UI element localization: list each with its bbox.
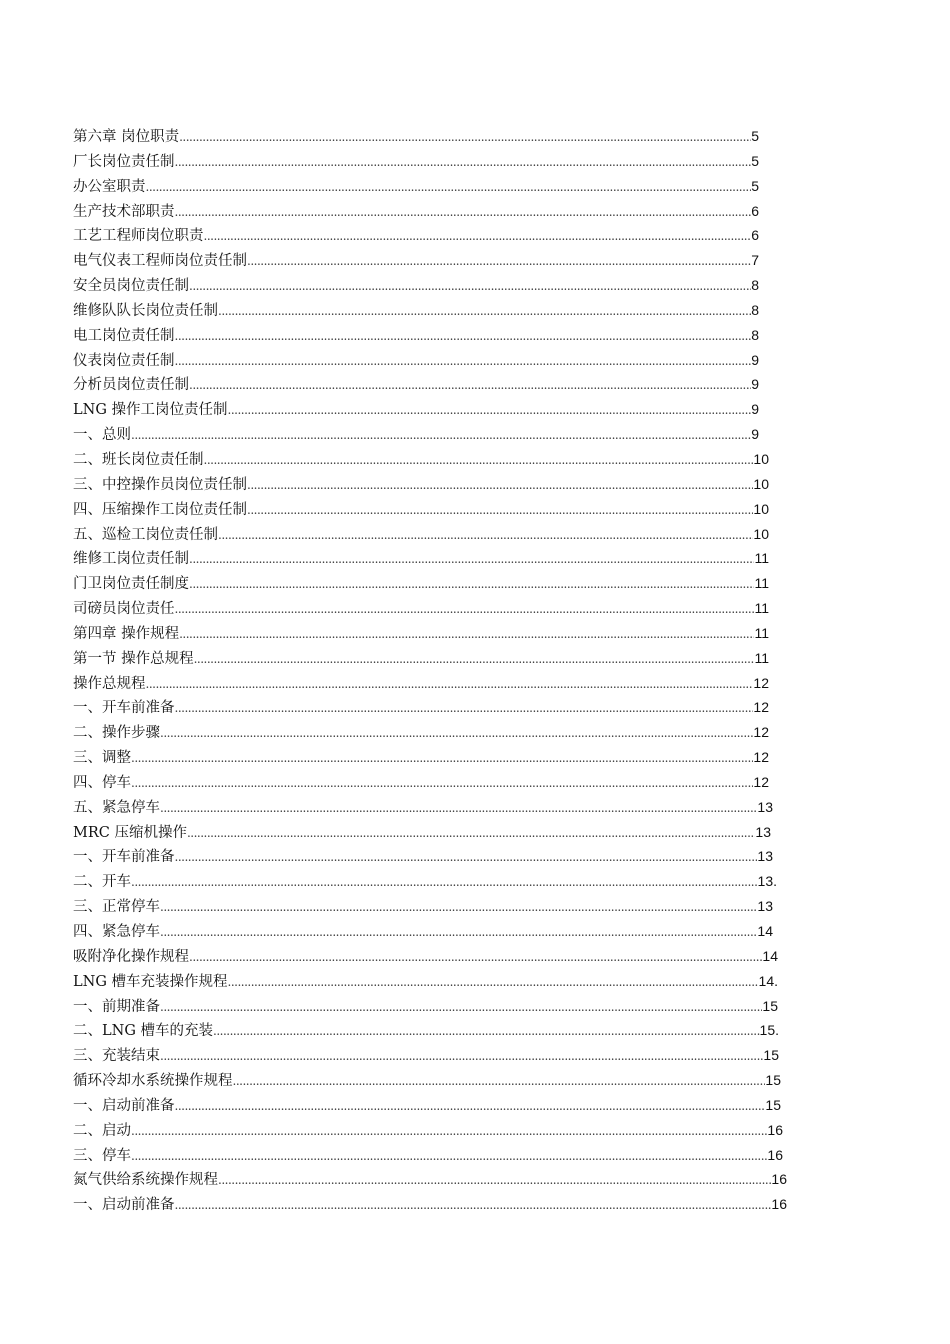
toc-entry-label: 二、启动 (73, 1122, 131, 1139)
toc-entry-line (73, 1093, 781, 1119)
toc-entry-page-number: 10 (753, 525, 769, 542)
toc-entry-label: 四、紧急停车 (73, 924, 160, 940)
toc-entry[interactable] (73, 844, 793, 869)
toc-entry[interactable] (73, 795, 793, 820)
toc-entry-line (73, 944, 778, 970)
toc-entry-line (73, 546, 769, 572)
toc-entry[interactable] (73, 546, 793, 571)
dot-leader (218, 523, 753, 548)
toc-entry-line (73, 720, 769, 746)
toc-entry[interactable] (73, 969, 793, 994)
toc-entry[interactable] (73, 497, 793, 522)
toc-entry-label: LNG 槽车充装操作规程 (73, 973, 228, 990)
dot-leader (179, 125, 751, 150)
dot-leader (146, 175, 752, 200)
toc-entry-label: 一、开车前准备 (73, 700, 175, 717)
toc-entry-page-number: 16 (767, 1146, 783, 1163)
toc-entry-page-number: 8 (751, 326, 759, 343)
dot-leader (233, 1069, 766, 1094)
toc-entry-label: 操作总规程 (73, 675, 146, 692)
toc-entry-label: 氮气供给系统操作规程 (73, 1172, 218, 1189)
dot-leader (189, 945, 762, 970)
toc-entry-line (73, 497, 769, 523)
toc-entry-page-number: 7 (751, 252, 759, 269)
toc-entry[interactable] (73, 273, 793, 298)
toc-entry-line (73, 671, 769, 697)
toc-entry-line (73, 646, 769, 672)
toc-entry-line (73, 199, 759, 225)
toc-entry[interactable] (73, 745, 793, 770)
toc-entry-page-number: 11 (754, 550, 769, 567)
toc-entry[interactable] (73, 199, 793, 224)
toc-entry-line (73, 1143, 783, 1169)
toc-entry-line (73, 372, 759, 398)
dot-leader (228, 970, 759, 995)
toc-entry-label: 一、开车前准备 (73, 849, 175, 866)
toc-entry-line (73, 1118, 783, 1144)
dot-leader (175, 1094, 766, 1119)
toc-entry-line (73, 323, 759, 349)
table-of-contents (73, 124, 793, 1217)
toc-entry-page-number: 9 (751, 376, 759, 393)
toc-entry-page-number: 9 (751, 401, 759, 418)
toc-entry-label: 第一节 操作总规程 (73, 650, 194, 667)
toc-entry[interactable] (73, 596, 793, 621)
dot-leader (247, 498, 753, 523)
dot-leader (131, 1119, 767, 1144)
toc-entry-label: 一、启动前准备 (73, 1097, 175, 1114)
dot-leader (175, 845, 758, 870)
toc-entry-label: 电工岗位责任制 (73, 327, 175, 344)
toc-entry-label: 二、操作步骤 (73, 725, 160, 742)
toc-entry-line (73, 770, 769, 796)
toc-entry[interactable] (73, 646, 793, 671)
dot-leader (160, 721, 753, 746)
toc-entry-line (73, 969, 778, 995)
toc-entry-page-number: 15 (762, 997, 778, 1014)
toc-entry-line (73, 149, 759, 175)
toc-entry-label: 三、充装结束 (73, 1048, 160, 1065)
dot-leader (194, 647, 755, 672)
toc-entry-page-number: 9 (751, 426, 759, 443)
toc-entry[interactable] (73, 770, 793, 795)
dot-leader (247, 473, 753, 498)
toc-entry-page-number: 8 (751, 277, 759, 294)
toc-entry[interactable] (73, 1143, 793, 1168)
toc-entry-label: 安全员岗位责任制 (73, 278, 189, 295)
toc-entry[interactable] (73, 348, 793, 373)
toc-entry-line (73, 348, 759, 374)
toc-entry-page-number: 12 (753, 699, 769, 716)
toc-entry-page-number: 5 (751, 152, 759, 169)
toc-entry[interactable] (73, 472, 793, 497)
dot-leader (131, 870, 758, 895)
toc-entry-label: 分析员岗位责任制 (73, 377, 189, 394)
toc-entry-line (73, 447, 769, 473)
toc-entry-line (73, 174, 759, 200)
toc-entry-page-number: 13 (757, 898, 773, 915)
toc-entry[interactable] (73, 397, 793, 422)
toc-entry-label: 仪表岗位责任制 (73, 352, 175, 369)
toc-entry[interactable] (73, 298, 793, 323)
toc-entry-line (73, 397, 759, 423)
dot-leader (175, 200, 752, 225)
toc-entry-page-number: 12 (753, 749, 769, 766)
toc-entry-page-number: 8 (751, 301, 759, 318)
toc-entry-line (73, 621, 769, 647)
toc-entry-line (73, 820, 771, 846)
dot-leader (160, 920, 757, 945)
toc-entry-page-number: 14 (762, 947, 778, 964)
toc-entry-label: 四、压缩操作工岗位责任制 (73, 501, 247, 518)
toc-entry-page-number: 10 (753, 500, 769, 517)
toc-entry-label: MRC 压缩机操作 (73, 824, 187, 841)
dot-leader (160, 995, 762, 1020)
toc-entry[interactable] (73, 820, 793, 845)
toc-entry[interactable] (73, 919, 793, 944)
toc-entry-page-number: 5 (751, 128, 759, 144)
dot-leader (175, 597, 755, 622)
toc-entry-line (73, 745, 769, 771)
toc-entry-line (73, 1018, 779, 1044)
toc-entry-page-number: 15 (765, 1072, 781, 1089)
toc-entry-label: 三、停车 (73, 1147, 131, 1164)
toc-entry[interactable] (73, 1118, 793, 1143)
toc-entry-line (73, 695, 769, 721)
dot-leader (179, 622, 754, 647)
toc-entry-line (73, 994, 778, 1020)
toc-entry-line (73, 298, 759, 324)
dot-leader (160, 1044, 763, 1069)
toc-entry-label: 司磅员岗位责任 (73, 601, 175, 618)
dot-leader (160, 796, 757, 821)
toc-entry[interactable] (73, 174, 793, 199)
toc-entry-label: 五、巡检工岗位责任制 (73, 526, 218, 543)
toc-entry-label: 二、班长岗位责任制 (73, 451, 204, 468)
toc-entry-label: 第四章 操作规程 (73, 625, 180, 642)
toc-entry-page-number: 16 (771, 1196, 787, 1213)
toc-entry-label: 第六章 岗位职责 (73, 129, 180, 145)
toc-entry[interactable] (73, 671, 793, 696)
toc-entry-page-number: 11 (754, 649, 769, 666)
toc-entry[interactable] (73, 1018, 793, 1043)
toc-entry-page-number: 13 (757, 798, 773, 815)
toc-entry-label: 一、启动前准备 (73, 1197, 175, 1214)
dot-leader (218, 1168, 771, 1193)
toc-entry-line (73, 571, 769, 597)
toc-entry-page-number: 15. (759, 1022, 779, 1039)
toc-entry[interactable] (73, 894, 793, 919)
toc-entry-page-number: 5 (751, 177, 759, 194)
toc-entry[interactable] (73, 447, 793, 472)
toc-entry-page-number: 11 (754, 624, 769, 641)
dot-leader (204, 224, 752, 249)
toc-entry-page-number: 12 (753, 724, 769, 741)
toc-entry-line (73, 844, 773, 870)
toc-entry-line (73, 223, 759, 249)
toc-entry-line (73, 919, 773, 945)
toc-entry-label: 工艺工程师岗位职责 (73, 228, 204, 245)
toc-entry-line (73, 1043, 779, 1069)
toc-entry-label: 一、总则 (73, 427, 131, 444)
toc-entry-line (73, 422, 759, 448)
toc-entry-line (73, 1192, 787, 1218)
toc-entry-page-number: 15 (765, 1096, 781, 1113)
dot-leader (213, 1019, 760, 1044)
toc-entry-line (73, 596, 769, 622)
toc-entry[interactable] (73, 944, 793, 969)
dot-leader (247, 249, 751, 274)
toc-entry[interactable] (73, 124, 793, 149)
toc-entry-line (73, 124, 759, 150)
toc-entry-page-number: 10 (753, 475, 769, 492)
toc-entry-label: 厂长岗位责任制 (73, 153, 175, 170)
toc-entry-line (73, 273, 759, 299)
toc-entry-line (73, 1167, 787, 1193)
toc-entry-page-number: 10 (753, 450, 769, 467)
toc-entry-page-number: 6 (751, 227, 759, 244)
toc-entry-label: 吸附净化操作规程 (73, 948, 189, 965)
toc-entry-line (73, 795, 773, 821)
toc-entry[interactable] (73, 1093, 793, 1118)
dot-leader (187, 821, 755, 846)
toc-entry-label: 生产技术部职责 (73, 203, 175, 220)
toc-entry[interactable] (73, 1068, 793, 1093)
toc-entry-line (73, 869, 777, 895)
toc-entry-label: 维修队队长岗位责任制 (73, 302, 218, 319)
toc-entry[interactable] (73, 994, 793, 1019)
toc-entry-page-number: 11 (754, 600, 769, 617)
dot-leader (160, 895, 757, 920)
toc-entry-label: 电气仪表工程师岗位责任制 (73, 253, 247, 270)
toc-entry[interactable] (73, 695, 793, 720)
toc-entry-page-number: 9 (751, 351, 759, 368)
toc-entry-line (73, 1068, 781, 1094)
toc-entry-label: LNG 操作工岗位责任制 (73, 402, 228, 419)
toc-entry[interactable] (73, 621, 793, 646)
toc-entry-line (73, 522, 769, 548)
toc-entry-label: 三、正常停车 (73, 899, 160, 916)
toc-entry-page-number: 15 (763, 1047, 779, 1064)
dot-leader (131, 423, 751, 448)
toc-entry-label: 三、调整 (73, 750, 131, 767)
toc-entry-label: 循环冷却水系统操作规程 (73, 1073, 233, 1090)
toc-entry-label: 维修工岗位责任制 (73, 551, 189, 568)
toc-entry[interactable] (73, 422, 793, 447)
dot-leader (175, 324, 752, 349)
dot-leader (131, 746, 753, 771)
dot-leader (189, 274, 751, 299)
dot-leader (146, 672, 754, 697)
dot-leader (131, 771, 753, 796)
toc-entry-page-number: 16 (767, 1121, 783, 1138)
toc-entry-page-number: 6 (751, 202, 759, 219)
dot-leader (131, 1144, 767, 1169)
toc-entry[interactable] (73, 522, 793, 547)
toc-entry-line (73, 248, 759, 274)
toc-entry-page-number: 11 (754, 575, 769, 592)
toc-entry[interactable] (73, 1192, 793, 1217)
dot-leader (189, 572, 754, 597)
dot-leader (175, 349, 752, 374)
toc-entry-page-number: 13 (757, 848, 773, 865)
toc-entry-page-number: 13. (757, 873, 777, 890)
toc-entry[interactable] (73, 1043, 793, 1068)
toc-entry-label: 办公室职责 (73, 178, 146, 195)
toc-entry-label: 五、紧急停车 (73, 799, 160, 816)
toc-entry[interactable] (73, 323, 793, 348)
dot-leader (175, 696, 754, 721)
dot-leader (218, 299, 751, 324)
toc-entry[interactable] (73, 869, 793, 894)
toc-entry-line (73, 894, 773, 920)
toc-entry[interactable] (73, 1167, 793, 1192)
toc-entry-page-number: 14 (757, 923, 773, 939)
toc-entry[interactable] (73, 248, 793, 273)
toc-entry[interactable] (73, 720, 793, 745)
toc-entry-page-number: 14. (758, 972, 778, 989)
toc-entry-label: 二、开车 (73, 874, 131, 891)
toc-entry-page-number: 13 (755, 823, 771, 840)
toc-entry-label: 二、LNG 槽车的充装 (73, 1023, 214, 1040)
toc-entry-page-number: 12 (753, 674, 769, 691)
toc-entry-page-number: 12 (753, 773, 769, 790)
dot-leader (175, 150, 752, 175)
toc-entry-label: 三、中控操作员岗位责任制 (73, 476, 247, 493)
toc-entry-label: 门卫岗位责任制度 (73, 576, 189, 593)
dot-leader (189, 373, 751, 398)
toc-entry[interactable] (73, 223, 793, 248)
toc-entry[interactable] (73, 149, 793, 174)
toc-entry-label: 四、停车 (73, 774, 131, 791)
dot-leader (228, 398, 752, 423)
toc-entry[interactable] (73, 372, 793, 397)
dot-leader (189, 547, 754, 572)
dot-leader (204, 448, 754, 473)
toc-entry[interactable] (73, 571, 793, 596)
dot-leader (175, 1193, 772, 1218)
toc-entry-line (73, 472, 769, 498)
toc-entry-label: 一、前期准备 (73, 998, 160, 1015)
toc-entry-page-number: 16 (771, 1171, 787, 1188)
